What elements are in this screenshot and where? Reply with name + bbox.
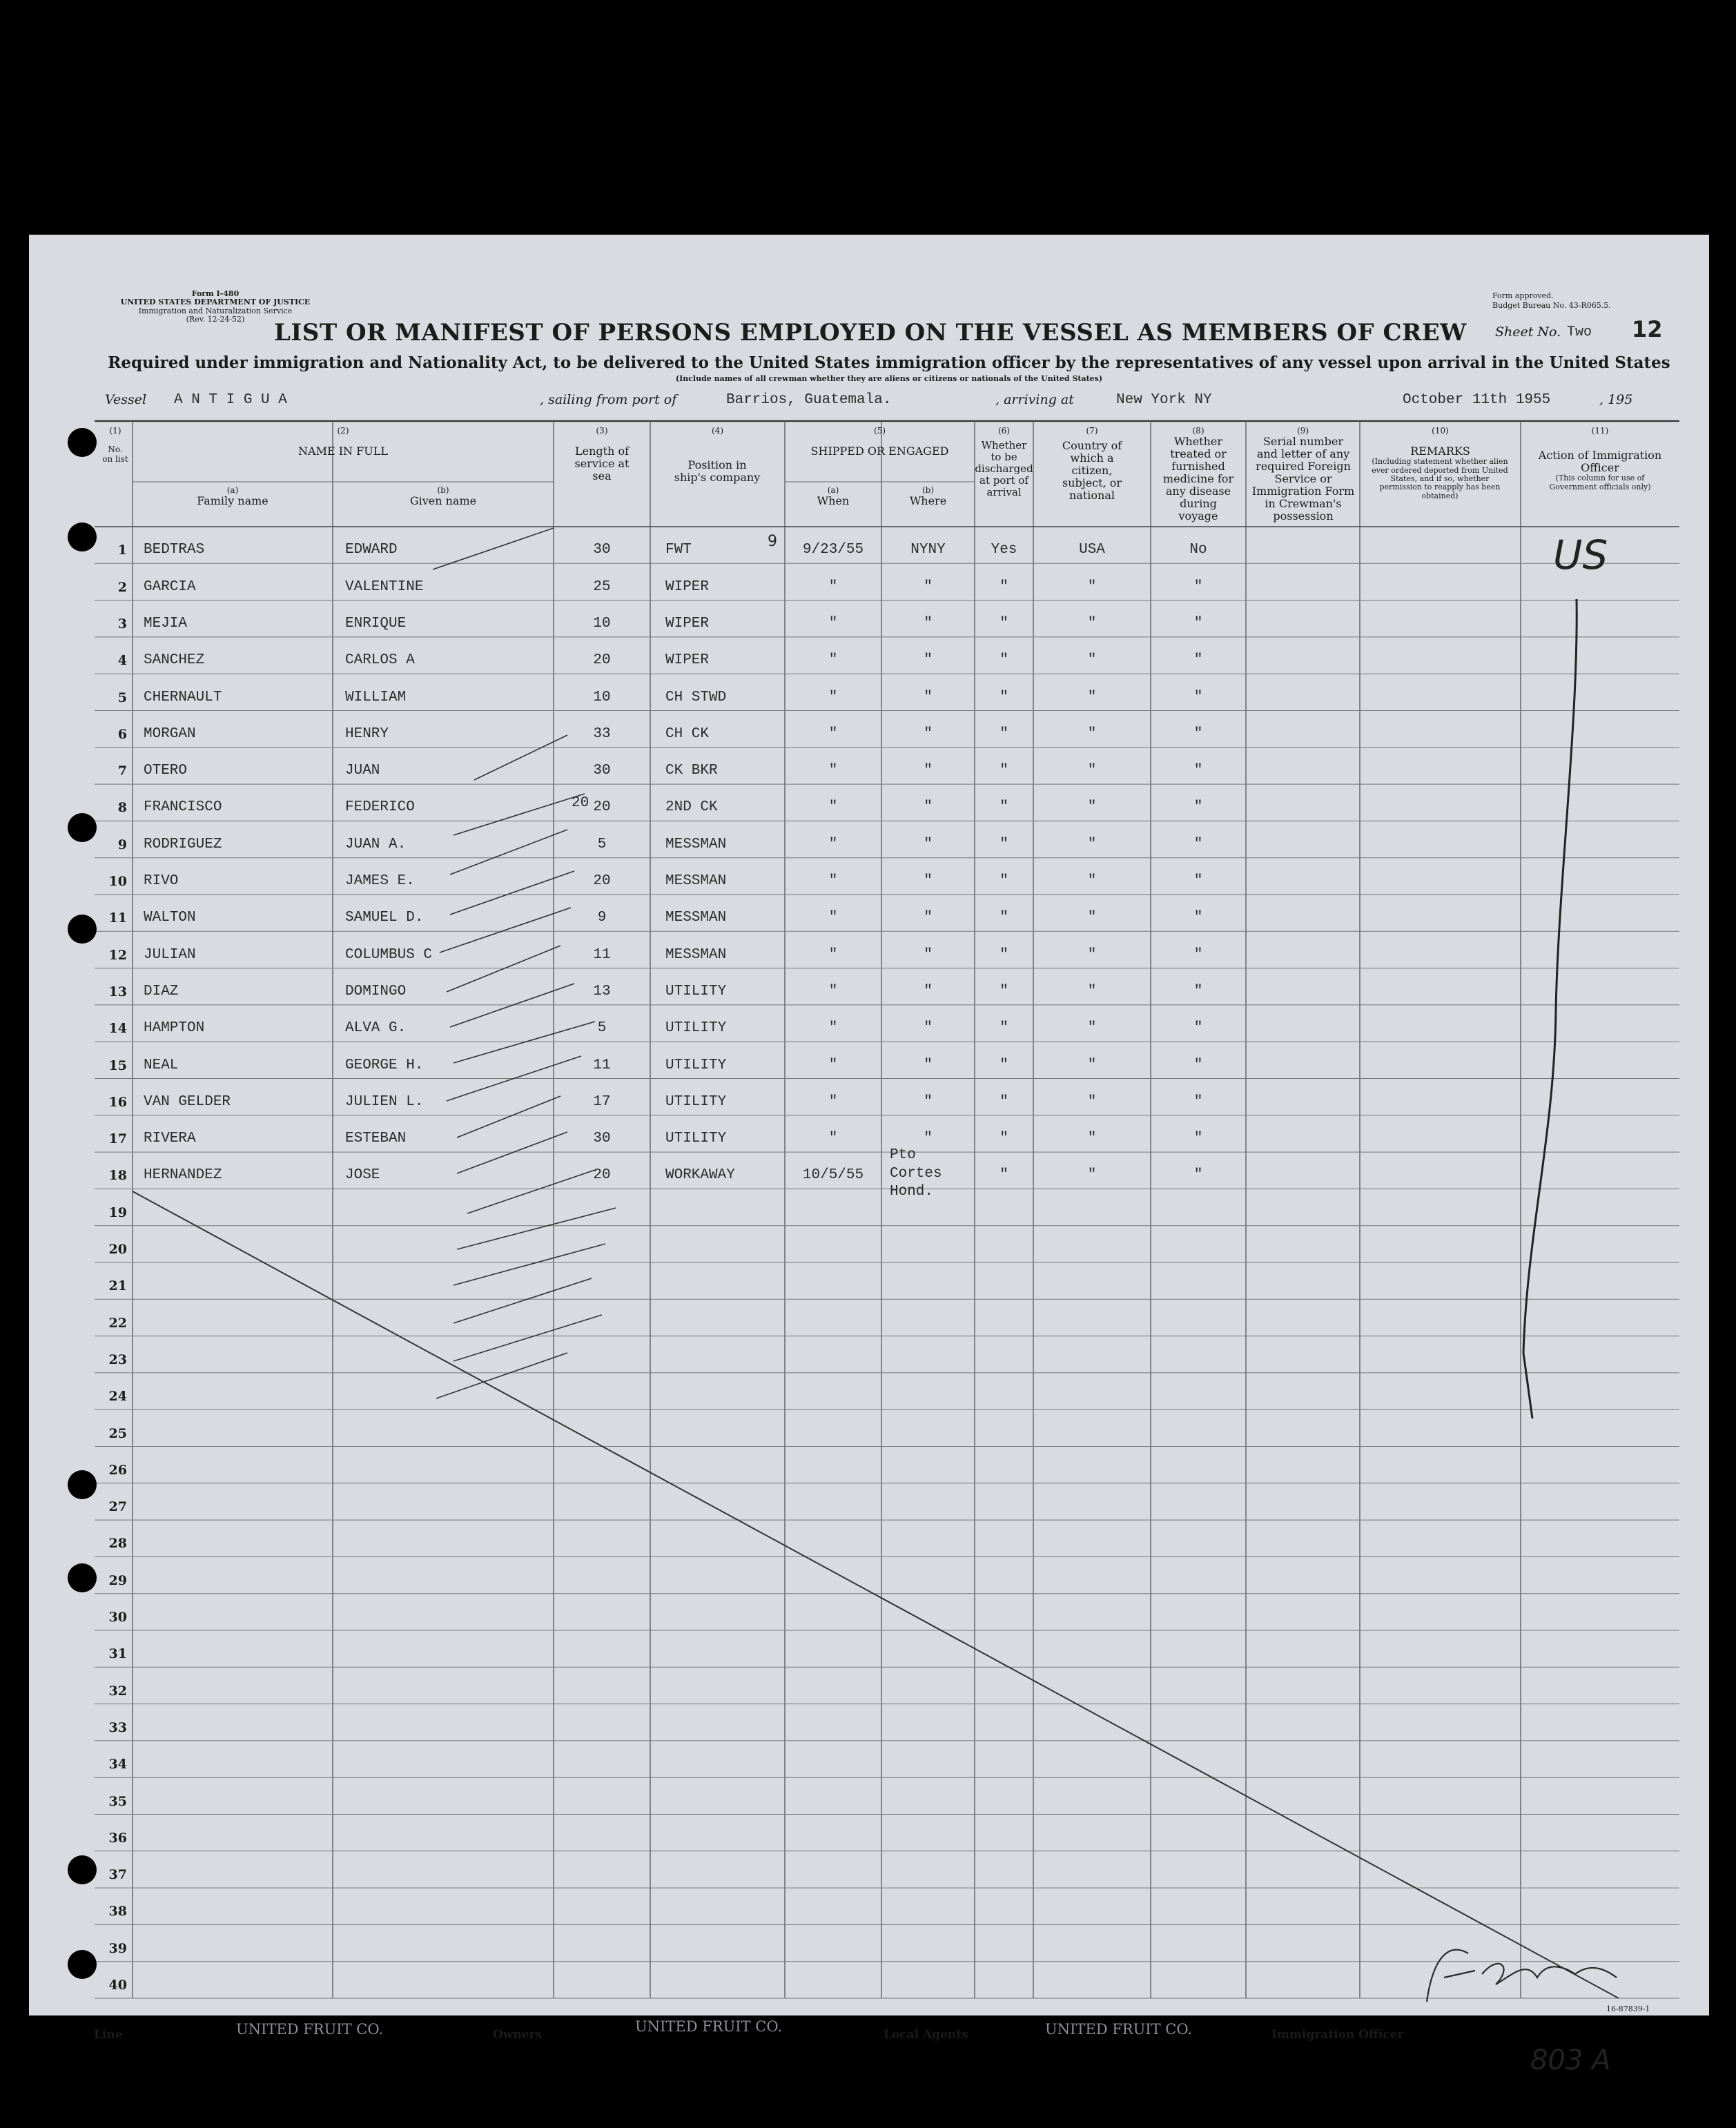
col-label: Length of service at sea	[574, 445, 630, 483]
manifest-sheet	[29, 235, 1709, 2076]
line-number: 21	[108, 1278, 127, 1294]
footer-officer-label: Immigration Officer	[1271, 2028, 1404, 2042]
line-number: 26	[108, 1462, 127, 1478]
col-label: Where	[909, 494, 947, 508]
service-cell: 10	[593, 689, 611, 705]
where-cell: "	[924, 1057, 933, 1073]
col-number: (7)	[1086, 426, 1098, 436]
col-label: Whether treated or furnished medicine for any disease during voyage	[1162, 435, 1234, 523]
given-name-cell: WILLIAM	[345, 689, 407, 705]
position-cell: UTILITY	[665, 983, 727, 999]
service-cell: 20	[593, 652, 611, 669]
line-number: 37	[108, 1867, 127, 1883]
position-cell: UTILITY	[665, 1020, 727, 1037]
medicine-cell: No	[1189, 542, 1207, 558]
signature-scrawl	[1427, 1950, 1617, 2002]
line-number: 30	[108, 1610, 127, 1625]
when-overwrite-mark: 9	[768, 533, 777, 550]
line-number: 27	[108, 1499, 127, 1515]
position-cell: MESSMAN	[665, 836, 727, 852]
subtitle: Required under immigration and Nationality Act, to be delivered to the United States immigration officer by the representatives of any vessel upon arrival in the United States	[108, 353, 1670, 372]
arriving-label: , arriving at	[995, 392, 1074, 407]
when-cell: "	[828, 763, 838, 779]
col-label: Action of Immigration Officer	[1538, 449, 1662, 475]
discharged-cell: "	[999, 1167, 1008, 1184]
family-name-cell: MEJIA	[144, 615, 188, 632]
given-name-cell: VALENTINE	[345, 578, 424, 595]
family-name-cell: RIVO	[144, 873, 179, 889]
line-number: 28	[108, 1536, 127, 1552]
handwritten-note: 803 A	[1530, 2044, 1611, 2076]
line-number: 24	[108, 1389, 127, 1405]
country-cell: "	[1087, 1020, 1097, 1037]
country-cell: USA	[1079, 542, 1105, 558]
col-number: (a)	[226, 485, 239, 495]
where-cell: "	[924, 983, 933, 999]
position-cell: CK BKR	[665, 763, 718, 779]
medicine-cell: "	[1193, 1131, 1203, 1147]
medicine-cell: "	[1193, 873, 1203, 889]
col-number: (5)	[874, 426, 886, 436]
service-cell: 11	[593, 946, 611, 963]
footer-agents-label: Local Agents	[884, 2028, 968, 2042]
position-cell: 2ND CK	[665, 799, 718, 816]
arrival-date: October 11th 1955	[1403, 392, 1551, 408]
service-cell: 30	[593, 1131, 611, 1147]
given-name-cell: JOSE	[345, 1167, 380, 1184]
given-name-cell: SAMUEL D.	[345, 910, 424, 926]
discharged-cell: "	[999, 578, 1008, 595]
vessel-label: Vessel	[105, 392, 147, 407]
medicine-cell: "	[1193, 983, 1203, 999]
footer-line-label: Line	[94, 2028, 123, 2042]
sheet-label: Sheet No.	[1495, 324, 1561, 340]
service-overwrite-mark: 20	[572, 795, 589, 811]
discharged-cell: "	[999, 983, 1008, 999]
line-number: 12	[108, 947, 127, 963]
medicine-cell: "	[1193, 578, 1203, 595]
line-number: 17	[108, 1131, 127, 1147]
where-cell: NYNY	[910, 542, 946, 558]
given-name-cell: ESTEBAN	[345, 1131, 407, 1147]
medicine-cell: "	[1193, 725, 1203, 742]
where-cell: "	[924, 578, 933, 595]
family-name-cell: OTERO	[144, 763, 188, 779]
subnote: (Include names of all crewman whether they are aliens or citizens or nationals of the United States)	[675, 374, 1103, 383]
service-cell: 13	[593, 983, 611, 999]
col-label: Country of which a citizen, subject, or national	[1062, 439, 1122, 502]
col-label: No. on list	[102, 445, 128, 464]
departure-port: Barrios, Guatemala.	[726, 392, 892, 408]
given-name-cell: JUAN A.	[345, 836, 407, 852]
family-name-cell: JULIAN	[144, 946, 196, 963]
family-name-cell: BEDTRAS	[144, 542, 205, 558]
family-name-cell: RIVERA	[144, 1131, 196, 1147]
where-cell: "	[924, 615, 933, 632]
service-cell: 30	[593, 542, 611, 558]
when-cell: "	[828, 1093, 838, 1110]
service-cell: 9	[597, 910, 607, 926]
service-cell: 5	[597, 1020, 607, 1037]
checkmarks	[433, 528, 616, 1398]
col-number: (4)	[712, 426, 723, 436]
medicine-cell: "	[1193, 763, 1203, 779]
country-cell: "	[1087, 1057, 1097, 1073]
given-name-cell: ENRIQUE	[345, 615, 407, 632]
line-number: 25	[108, 1425, 127, 1441]
col-label: When	[817, 494, 850, 508]
line-number: 22	[108, 1315, 127, 1331]
col-number: (6)	[998, 426, 1010, 436]
service-cell: 20	[593, 799, 611, 816]
when-cell: "	[828, 725, 838, 742]
footer-owners-label: Owners	[493, 2028, 543, 2042]
col-label: Serial number and letter of any required Foreign Service or Immigration Form in Crewman's possession	[1251, 435, 1355, 523]
position-cell: WIPER	[665, 578, 710, 595]
when-cell: "	[828, 1131, 838, 1147]
sheet-number: 12	[1632, 316, 1663, 342]
country-cell: "	[1087, 1131, 1097, 1147]
discharged-cell: "	[999, 946, 1008, 963]
given-name-cell: COLUMBUS C	[345, 946, 433, 963]
line-number: 1	[117, 543, 127, 558]
given-name-cell: EDWARD	[345, 542, 398, 558]
col-number: (10)	[1432, 426, 1449, 436]
handwriting-layer	[29, 235, 1709, 2015]
footer-line-value: UNITED FRUIT CO.	[236, 2021, 384, 2038]
discharged-cell: "	[999, 1131, 1008, 1147]
line-number: 9	[117, 837, 127, 852]
given-name-cell: JUAN	[345, 763, 380, 779]
discharged-cell: "	[999, 799, 1008, 816]
when-cell: "	[828, 910, 838, 926]
when-cell: "	[828, 615, 838, 632]
where-cell: "	[924, 946, 933, 963]
budget-bureau: Budget Bureau No. 43-R065.5.	[1492, 301, 1611, 310]
family-name-cell: GARCIA	[144, 578, 196, 595]
col-number: (9)	[1297, 426, 1309, 436]
line-number: 29	[108, 1572, 127, 1588]
year-suffix: , 195	[1599, 392, 1633, 407]
position-cell: UTILITY	[665, 1131, 727, 1147]
medicine-cell: "	[1193, 836, 1203, 852]
officer-bracket-line	[1523, 599, 1577, 1418]
where-cell: "	[924, 689, 933, 705]
col-number: (2)	[337, 426, 349, 436]
discharged-cell: "	[999, 725, 1008, 742]
position-cell: UTILITY	[665, 1057, 727, 1073]
when-cell: "	[828, 799, 838, 816]
discharged-cell: "	[999, 1093, 1008, 1110]
family-name-cell: VAN GELDER	[144, 1093, 231, 1110]
where-cell: "	[924, 1131, 933, 1147]
where-cell: Pto Cortes Hond.	[890, 1147, 942, 1200]
line-number: 36	[108, 1830, 127, 1846]
family-name-cell: CHERNAULT	[144, 689, 222, 705]
where-cell: "	[924, 725, 933, 742]
position-cell: MESSMAN	[665, 910, 727, 926]
medicine-cell: "	[1193, 689, 1203, 705]
when-cell: "	[828, 689, 838, 705]
line-number: 33	[108, 1719, 127, 1735]
sheet-typed: Two	[1567, 324, 1592, 340]
line-number: 8	[117, 800, 127, 816]
when-cell: "	[828, 578, 838, 595]
country-cell: "	[1087, 910, 1097, 926]
service-cell: 17	[593, 1093, 611, 1110]
col-number: (1)	[109, 426, 121, 436]
col-number: (b)	[921, 485, 935, 495]
medicine-cell: "	[1193, 946, 1203, 963]
when-cell: "	[828, 652, 838, 669]
revision: (Rev. 12-24-52)	[186, 314, 245, 324]
position-cell: UTILITY	[665, 1093, 727, 1110]
line-number: 40	[108, 1978, 127, 1993]
when-cell: "	[828, 873, 838, 889]
col-note: (Including statement whether alien ever ordered deported from United States, and if so, whether permission to reapply has been obtained)	[1372, 457, 1508, 500]
given-name-cell: ALVA G.	[345, 1020, 407, 1037]
col-label: REMARKS	[1410, 445, 1470, 458]
country-cell: "	[1087, 1093, 1097, 1110]
footer-agents-value: UNITED FRUIT CO.	[1045, 2021, 1193, 2038]
col-label: Position in ship's company	[674, 458, 761, 485]
line-number: 35	[108, 1793, 127, 1809]
medicine-cell: "	[1193, 652, 1203, 669]
discharged-cell: "	[999, 1020, 1008, 1037]
col-label: Given name	[409, 494, 477, 508]
medicine-cell: "	[1193, 1093, 1203, 1110]
position-cell: WIPER	[665, 652, 710, 669]
medicine-cell: "	[1193, 799, 1203, 816]
country-cell: "	[1087, 689, 1097, 705]
line-number: 20	[108, 1242, 127, 1257]
line-number: 38	[108, 1904, 127, 1920]
form-approved: Form approved.	[1492, 291, 1554, 300]
when-cell: 9/23/55	[802, 542, 864, 558]
country-cell: "	[1087, 836, 1097, 852]
col-number: (3)	[596, 426, 608, 436]
discharged-cell: "	[999, 836, 1008, 852]
position-cell: WORKAWAY	[665, 1167, 735, 1184]
when-cell: "	[828, 983, 838, 999]
footer-owners-value: UNITED FRUIT CO.	[635, 2018, 783, 2035]
col-label: NAME IN FULL	[298, 445, 388, 458]
country-cell: "	[1087, 652, 1097, 669]
service-cell: 30	[593, 763, 611, 779]
country-cell: "	[1087, 578, 1097, 595]
country-cell: "	[1087, 763, 1097, 779]
line-number: 39	[108, 1940, 127, 1956]
service-name: Immigration and Naturalization Service	[138, 306, 293, 315]
family-name-cell: WALTON	[144, 910, 196, 926]
given-name-cell: FEDERICO	[345, 799, 415, 816]
position-cell: CH CK	[665, 725, 710, 742]
line-number: 6	[117, 726, 127, 742]
col-note: (This column for use of Government officials only)	[1549, 474, 1651, 491]
arrival-port: New York NY	[1116, 392, 1212, 408]
line-number: 5	[117, 690, 127, 705]
col-number: (a)	[827, 485, 839, 495]
family-name-cell: HERNANDEZ	[144, 1167, 222, 1184]
line-number: 15	[108, 1057, 127, 1073]
line-number: 7	[117, 763, 127, 779]
service-cell: 5	[597, 836, 607, 852]
col-number: (11)	[1591, 426, 1609, 436]
line-number: 11	[108, 910, 127, 926]
service-cell: 25	[593, 578, 611, 595]
given-name-cell: GEORGE H.	[345, 1057, 424, 1073]
medicine-cell: "	[1193, 910, 1203, 926]
sailing-label: , sailing from port of	[540, 392, 677, 407]
family-name-cell: HAMPTON	[144, 1020, 205, 1037]
page-title: LIST OR MANIFEST OF PERSONS EMPLOYED ON THE VESSEL AS MEMBERS OF CREW	[274, 319, 1467, 346]
discharged-cell: "	[999, 1057, 1008, 1073]
line-number: 18	[108, 1168, 127, 1184]
given-name-cell: DOMINGO	[345, 983, 407, 999]
discharged-cell: "	[999, 763, 1008, 779]
officer-mark: US	[1553, 531, 1608, 578]
service-cell: 33	[593, 725, 611, 742]
given-name-cell: JULIEN L.	[345, 1093, 424, 1110]
where-cell: "	[924, 763, 933, 779]
line-number: 2	[117, 579, 127, 595]
where-cell: "	[924, 836, 933, 852]
discharged-cell: "	[999, 910, 1008, 926]
cancel-line	[133, 1191, 1619, 1998]
family-name-cell: FRANCISCO	[144, 799, 222, 816]
medicine-cell: "	[1193, 1057, 1203, 1073]
country-cell: "	[1087, 725, 1097, 742]
col-number: (8)	[1192, 426, 1205, 436]
department: UNITED STATES DEPARTMENT OF JUSTICE	[120, 297, 311, 307]
where-cell: "	[924, 910, 933, 926]
service-cell: 20	[593, 873, 611, 889]
position-cell: MESSMAN	[665, 946, 727, 963]
line-number: 23	[108, 1351, 127, 1367]
family-name-cell: NEAL	[144, 1057, 179, 1073]
country-cell: "	[1087, 946, 1097, 963]
col-label: SHIPPED OR ENGAGED	[810, 445, 949, 458]
country-cell: "	[1087, 983, 1097, 999]
service-cell: 11	[593, 1057, 611, 1073]
where-cell: "	[924, 799, 933, 816]
col-label: Family name	[197, 494, 269, 508]
family-name-cell: SANCHEZ	[144, 652, 205, 669]
line-number: 14	[108, 1021, 127, 1037]
line-number: 32	[108, 1683, 127, 1699]
when-cell: "	[828, 946, 838, 963]
given-name-cell: HENRY	[345, 725, 389, 742]
position-cell: MESSMAN	[665, 873, 727, 889]
col-label: Whether to be discharged at port of arrival	[975, 439, 1033, 498]
discharged-cell: "	[999, 873, 1008, 889]
line-number: 19	[108, 1204, 127, 1220]
given-name-cell: CARLOS A	[345, 652, 415, 669]
medicine-cell: "	[1193, 1167, 1203, 1184]
where-cell: "	[924, 1020, 933, 1037]
when-cell: 10/5/55	[802, 1167, 864, 1184]
country-cell: "	[1087, 615, 1097, 632]
vessel-name: A N T I G U A	[174, 392, 287, 408]
position-cell: WIPER	[665, 615, 710, 632]
service-cell: 20	[593, 1167, 611, 1184]
medicine-cell: "	[1193, 1020, 1203, 1037]
line-number: 13	[108, 984, 127, 999]
form-number: Form I-480	[191, 289, 240, 298]
country-cell: "	[1087, 1167, 1097, 1184]
line-number: 3	[117, 616, 127, 632]
col-number: (b)	[437, 485, 449, 495]
service-cell: 10	[593, 615, 611, 632]
family-name-cell: MORGAN	[144, 725, 196, 742]
line-number: 4	[117, 653, 127, 669]
discharged-cell: "	[999, 652, 1008, 669]
line-number: 10	[108, 874, 127, 889]
discharged-cell: "	[999, 689, 1008, 705]
where-cell: "	[924, 652, 933, 669]
when-cell: "	[828, 1020, 838, 1037]
given-name-cell: JAMES E.	[345, 873, 415, 889]
discharged-cell: Yes	[991, 542, 1017, 558]
country-cell: "	[1087, 873, 1097, 889]
print-code: 16-87839-1	[1606, 2004, 1650, 2013]
country-cell: "	[1087, 799, 1097, 816]
family-name-cell: RODRIGUEZ	[144, 836, 222, 852]
where-cell: "	[924, 873, 933, 889]
position-cell: CH STWD	[665, 689, 727, 705]
discharged-cell: "	[999, 615, 1008, 632]
when-cell: "	[828, 1057, 838, 1073]
when-cell: "	[828, 836, 838, 852]
where-cell: "	[924, 1093, 933, 1110]
position-cell: FWT	[665, 542, 692, 558]
line-number: 16	[108, 1094, 127, 1110]
line-number: 34	[108, 1757, 127, 1773]
family-name-cell: DIAZ	[144, 983, 179, 999]
line-number: 31	[108, 1646, 127, 1662]
medicine-cell: "	[1193, 615, 1203, 632]
